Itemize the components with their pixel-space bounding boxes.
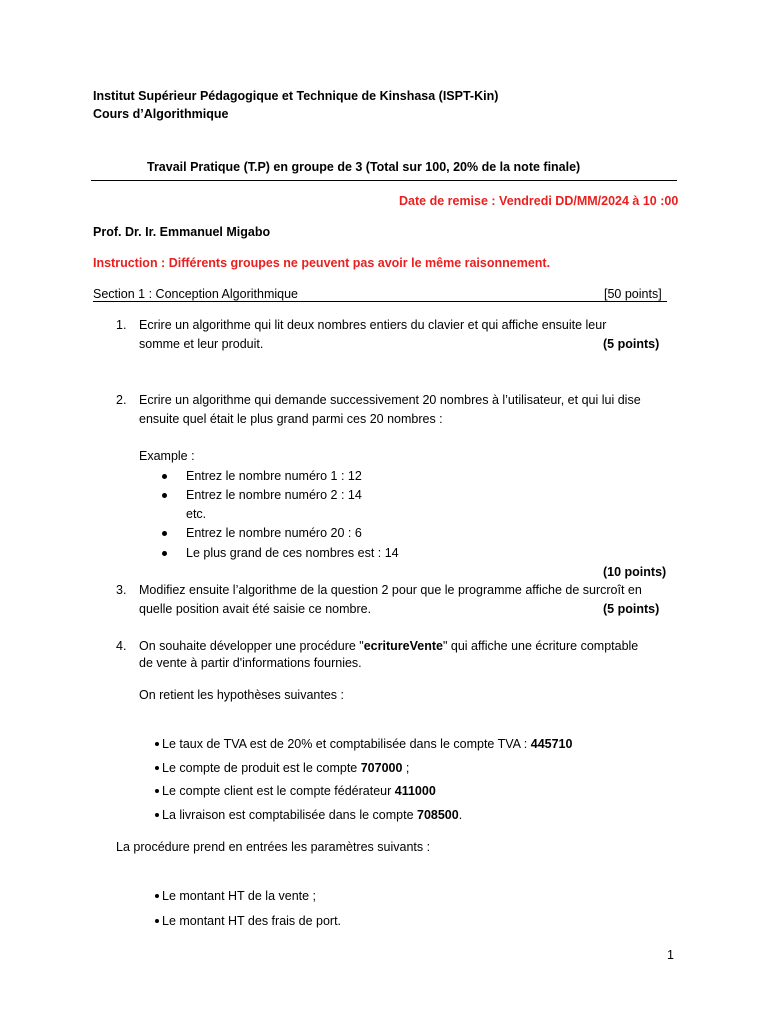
hypothesis-item-3: Le compte client est le compte fédérateur 411000 (155, 784, 436, 798)
question-3-points: (5 points) (603, 602, 660, 616)
bullet-icon (155, 766, 159, 770)
question-1-points: (5 points) (603, 337, 660, 351)
bullet-icon (155, 742, 159, 746)
question-4-line-2: de vente à partir d'informations fournies. (139, 656, 362, 670)
example-label: Example : (139, 449, 195, 463)
bullet-icon (162, 474, 167, 479)
page-number: 1 (667, 948, 674, 962)
question-4-line-1: On souhaite développer une procédure "ecritureVente" qui affiche une écriture comptable (139, 639, 639, 653)
question-2-line-2: ensuite quel était le plus grand parmi ces 20 nombres : (139, 412, 443, 426)
hypothesis-item-1: Le taux de TVA est de 20% et comptabilisée dans le compte TVA : 445710 (155, 737, 572, 751)
example-item-3: Entrez le nombre numéro 20 : 6 (186, 526, 362, 540)
question-3-line-1: Modifiez ensuite l’algorithme de la question 2 pour que le programme affiche de surcroît en (139, 583, 642, 597)
section-title: Section 1 : Conception Algorithmique (93, 287, 298, 301)
hypothesis-item-2: Le compte de produit est le compte 707000 ; (155, 761, 409, 775)
bullet-icon (155, 789, 159, 793)
bullet-icon (155, 813, 159, 817)
example-item-1: Entrez le nombre numéro 1 : 12 (186, 469, 362, 483)
bullet-icon (162, 551, 167, 556)
bullet-icon (155, 894, 159, 898)
institute-name: Institut Supérieur Pédagogique et Technique de Kinshasa (ISPT-Kin) (93, 89, 499, 103)
parameters-intro: La procédure prend en entrées les paramètres suivants : (116, 840, 431, 854)
example-item-2: Entrez le nombre numéro 2 : 14 (186, 488, 362, 502)
parameter-item-2: Le montant HT des frais de port. (155, 914, 341, 928)
question-2-number: 2. (116, 393, 127, 407)
instruction-text: Instruction : Différents groupes ne peuvent pas avoir le même raisonnement. (93, 256, 551, 270)
question-1-number: 1. (116, 318, 127, 332)
question-1-line-2: somme et leur produit. (139, 337, 264, 351)
question-2-points: (10 points) (603, 565, 667, 579)
question-2-line-1: Ecrire un algorithme qui demande successivement 20 nombres à l’utilisateur, et qui lui dise (139, 393, 641, 407)
question-1-line-1: Ecrire un algorithme qui lit deux nombres entiers du clavier et qui affiche ensuite leur (139, 318, 607, 332)
hypothesis-item-4: La livraison est comptabilisée dans le compte 708500. (155, 808, 462, 822)
title-divider (91, 180, 677, 181)
example-etc: etc. (186, 507, 207, 521)
course-name: Cours d’Algorithmique (93, 107, 229, 121)
parameter-item-1: Le montant HT de la vente ; (155, 889, 316, 903)
document-title: Travail Pratique (T.P) en groupe de 3 (Total sur 100, 20% de la note finale) (147, 160, 581, 174)
section-underline (93, 301, 667, 302)
question-3-number: 3. (116, 583, 127, 597)
bullet-icon (162, 493, 167, 498)
hypotheses-intro: On retient les hypothèses suivantes : (139, 688, 344, 702)
bullet-icon (155, 919, 159, 923)
due-date: Date de remise : Vendredi DD/MM/2024 à 10 :00 (399, 194, 679, 208)
example-item-4: Le plus grand de ces nombres est : 14 (186, 546, 399, 560)
bullet-icon (162, 531, 167, 536)
section-points: [50 points] (604, 287, 662, 301)
question-4-number: 4. (116, 639, 127, 653)
professor-name: Prof. Dr. Ir. Emmanuel Migabo (93, 225, 271, 239)
question-3-line-2: quelle position avait été saisie ce nombre. (139, 602, 372, 616)
